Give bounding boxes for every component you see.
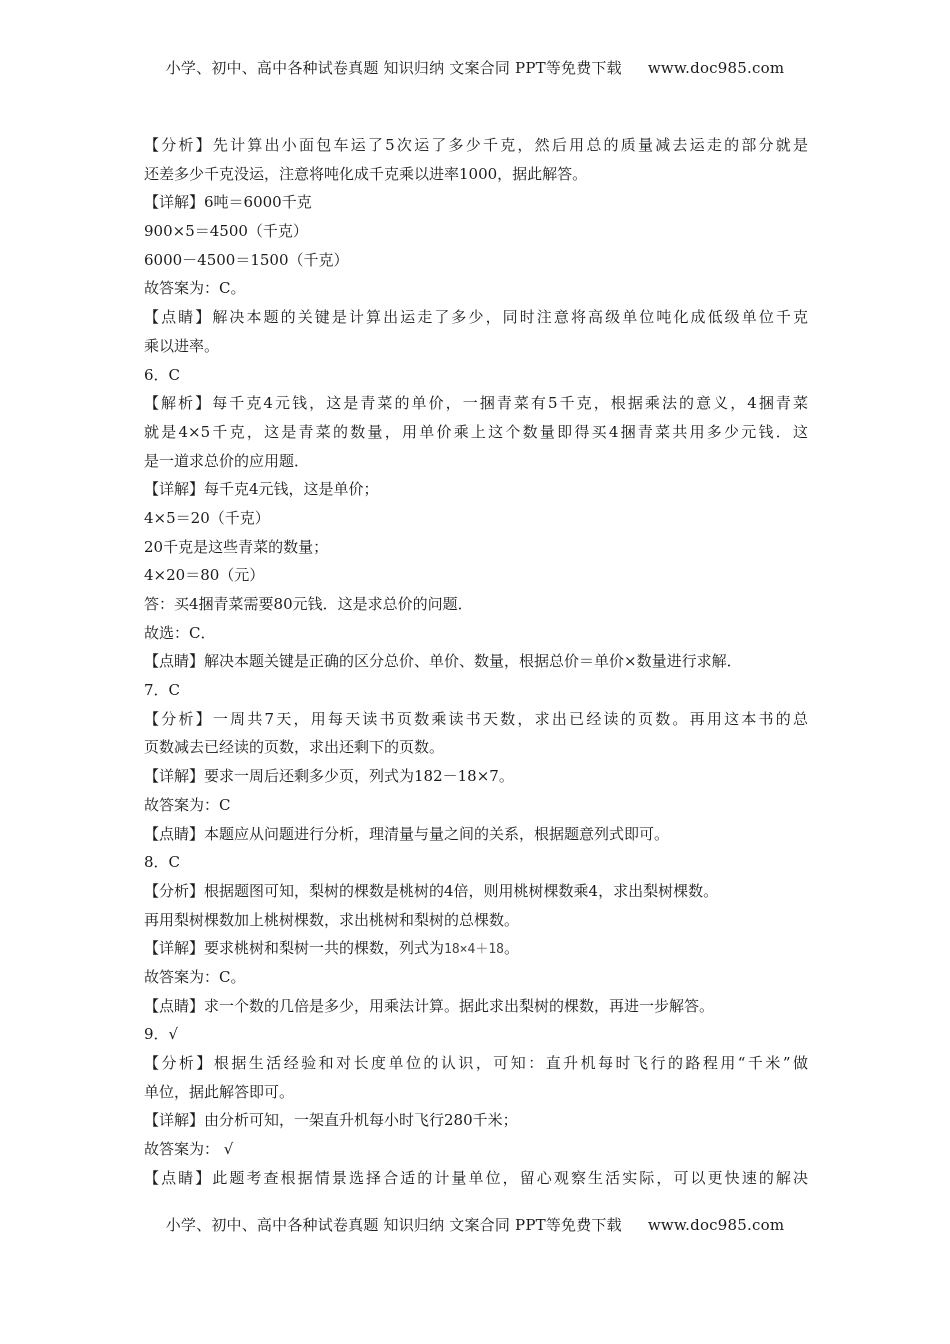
text-line: 4×5＝20（千克） (144, 508, 270, 527)
formula-line (144, 934, 808, 963)
header-url[interactable]: www.doc985.com (647, 59, 785, 77)
text-line: 【详解】6吨＝6000千克 (144, 193, 312, 212)
text-line: 【分析】根据题图可知，梨树的棵数是桃树的4倍，则用桃树棵数乘4，求出梨树棵数。 (144, 881, 719, 900)
text-line: 单位，据此解答即可。 (144, 1082, 295, 1101)
text-line: 是一道求总价的应用题． (144, 451, 310, 470)
text-line: 故答案为：C (144, 795, 231, 814)
text-line: 900×5＝4500（千克） (144, 222, 308, 241)
text-line: 【分析】先计算出小面包车运了5次运了多少千克，然后用总的质量减去运走的部分就是 (144, 136, 808, 154)
footer-text: 小学、初中、高中各种试卷真题 知识归纳 文案合同 PPT等免费下载 (165, 1216, 622, 1234)
formula-tail: 。 (503, 939, 519, 958)
text-line: 20千克是这些青菜的数量； (144, 537, 329, 556)
text-line: 页数减去已经读的页数，求出还剩下的页数。 (144, 738, 445, 757)
text-line: 【解析】每千克4元钱，这是青菜的单价，一捆青菜有5千克，根据乘法的意义，4捆青菜 (144, 394, 808, 413)
text-line: 还差多少千克没运，注意将吨化成千克乘以进率1000，据此解答。 (144, 164, 588, 183)
formula-expression: 18×4＋18 (444, 942, 504, 958)
text-line: 【详解】每千克4元钱，这是单价； (144, 480, 379, 499)
question-number: 6．C (144, 365, 181, 384)
text-line: 【详解】由分析可知，一架直升机每小时飞行280千米； (144, 1111, 518, 1130)
text-line: 6000－4500＝1500（千克） (144, 250, 349, 269)
text-line: 4×20＝80（元） (144, 566, 265, 585)
formula-lead: 【详解】要求桃树和梨树一共的棵数，列式为 (144, 939, 445, 958)
text-line: 【点睛】解决本题关键是正确的区分总价、单价、数量，根据总价＝单价×数量进行求解． (144, 652, 742, 671)
text-line: 故选：C． (144, 623, 216, 642)
text-line: 【点睛】解决本题的关键是计算出运走了多少，同时注意将高级单位吨化成低级单位千克 (144, 308, 808, 327)
text-line: 乘以进率。 (144, 336, 220, 355)
page-footer (0, 1214, 950, 1235)
text-line: 答：买4捆青菜需要80元钱．这是求总价的问题． (144, 595, 473, 613)
page-header (0, 57, 950, 78)
text-line: 【点睛】求一个数的几倍是多少，用乘法计算。据此求出梨树的棵数，再进一步解答。 (144, 996, 715, 1015)
text-line: 再用梨树棵数加上桃树棵数，求出桃树和梨树的总棵数。 (144, 910, 520, 929)
question-number: 9．√ (144, 1025, 179, 1044)
question-number: 8．C (144, 853, 181, 872)
text-line: 【分析】一周共7天，用每天读书页数乘读书天数，求出已经读的页数。再用这本书的总 (144, 709, 808, 728)
text-line: 【点睛】此题考查根据情景选择合适的计量单位，留心观察生活实际，可以更快速的解决 (144, 1168, 808, 1187)
question-number: 7．C (144, 681, 181, 700)
text-line: 故答案为：C。 (144, 967, 246, 986)
document-body (144, 131, 808, 1192)
footer-url[interactable]: www.doc985.com (647, 1216, 785, 1234)
text-line: 就是4×5千克，这是青菜的数量，用单价乘上这个数量即得买4捆青菜共用多少元钱．这 (144, 422, 808, 441)
text-line: 【详解】要求一周后还剩多少页，列式为182－18×7。 (144, 767, 514, 786)
text-line: 故答案为：C。 (144, 279, 246, 298)
text-line: 【点睛】本题应从问题进行分析，理清量与量之间的关系，根据题意列式即可。 (144, 824, 670, 843)
text-line: 故答案为： √ (144, 1140, 234, 1159)
header-text: 小学、初中、高中各种试卷真题 知识归纳 文案合同 PPT等免费下载 (165, 59, 622, 77)
text-line: 【分析】根据生活经验和对长度单位的认识，可知：直升机每时飞行的路程用“千米”做 (144, 1054, 808, 1072)
